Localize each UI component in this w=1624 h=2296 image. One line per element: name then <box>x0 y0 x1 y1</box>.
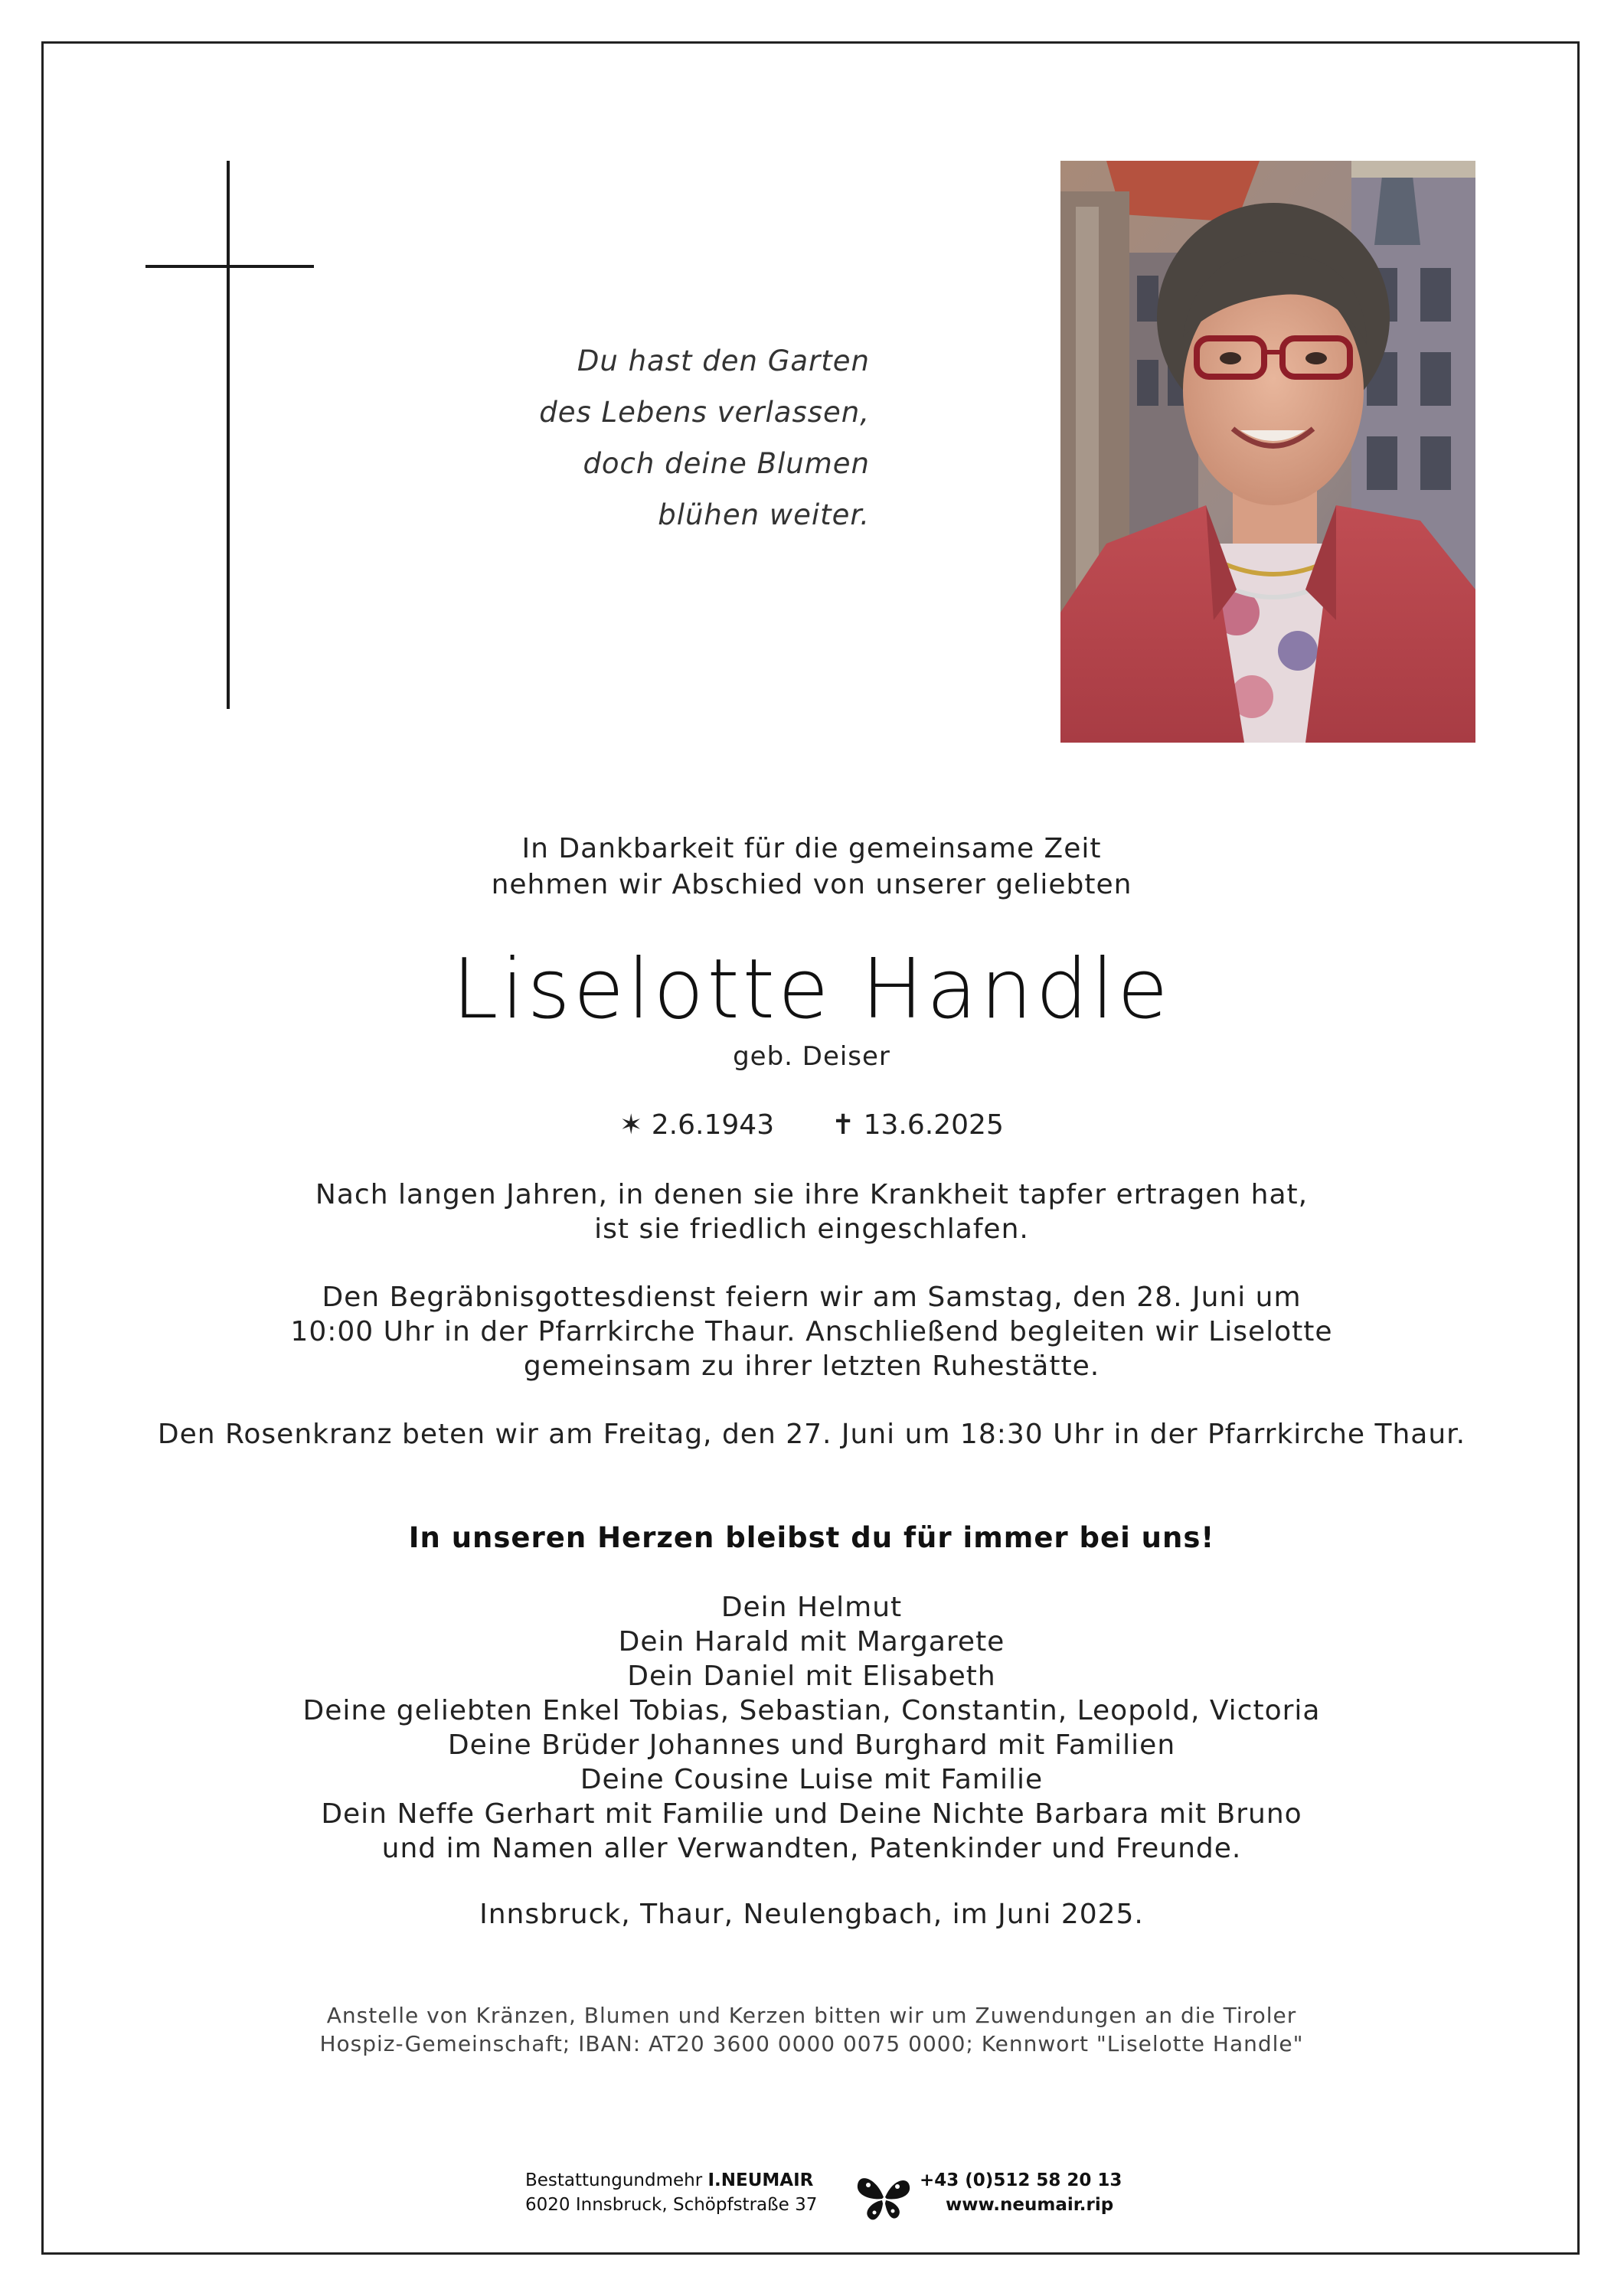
intro-text <box>46 831 1577 903</box>
maiden-name: geb. Deiser <box>733 1041 890 1072</box>
family-line: Dein Helmut <box>721 1592 903 1623</box>
place-date: Innsbruck, Thaur, Neulengbach, im Juni 2025. <box>479 1899 1144 1930</box>
poem <box>429 335 870 541</box>
family-line: Deine geliebten Enkel Tobias, Sebastian, Constantin, Leopold, Victoria <box>302 1695 1321 1726</box>
poem-line: blühen weiter. <box>658 498 870 531</box>
paragraph-line: ist sie friedlich eingeschlafen. <box>594 1213 1029 1245</box>
cross-icon-horizontal <box>145 265 314 268</box>
funeral-home-info <box>525 2168 847 2217</box>
donation-note <box>46 2001 1577 2058</box>
intro-line: nehmen wir Abschied von unserer geliebten <box>491 869 1132 900</box>
family-list <box>46 1590 1577 1866</box>
death-date: 13.6.2025 <box>863 1109 1004 1141</box>
family-line: Deine Cousine Luise mit Familie <box>580 1764 1044 1795</box>
donation-line: Anstelle von Kränzen, Blumen und Kerzen bitten wir um Zuwendungen an die Tiroler <box>326 2003 1297 2028</box>
rosary-paragraph: Den Rosenkranz beten wir am Freitag, den 27. Juni um 18:30 Uhr in der Pfarrkirche Thaur. <box>157 1419 1466 1450</box>
donation-line: Hospiz-Gemeinschaft; IBAN: AT20 3600 0000 0075 0000; Kennwort "Liselotte Handle" <box>319 2031 1304 2056</box>
death-cross-icon: ✝ <box>832 1109 855 1141</box>
family-line: Dein Daniel mit Elisabeth <box>627 1661 996 1692</box>
brand-name-bold: I.NEUMAIR <box>707 2170 814 2190</box>
family-line: Dein Neffe Gerhart mit Familie und Deine Nichte Barbara mit Bruno <box>321 1798 1302 1830</box>
paragraph-line: Den Begräbnisgottesdienst feiern wir am Samstag, den 28. Juni um <box>322 1282 1302 1313</box>
life-dates <box>46 1107 1577 1144</box>
website-link[interactable]: www.neumair.rip <box>946 2195 1114 2215</box>
brand-name: Bestattungundmehr <box>525 2170 703 2190</box>
funeral-home-contact <box>920 2168 1122 2217</box>
portrait-photo <box>1060 161 1475 743</box>
paragraph-line: Nach langen Jahren, in denen sie ihre Krankheit tapfer ertragen hat, <box>315 1179 1309 1210</box>
intro-line: In Dankbarkeit für die gemeinsame Zeit <box>521 833 1102 864</box>
birth-date: 2.6.1943 <box>651 1109 775 1141</box>
motto: In unseren Herzen bleibst du für immer bei uns! <box>408 1521 1215 1554</box>
family-line: und im Namen aller Verwandten, Patenkinder und Freunde. <box>381 1833 1242 1864</box>
funeral-home-address: 6020 Innsbruck, Schöpfstraße 37 <box>525 2195 818 2215</box>
poem-line: doch deine Blumen <box>583 447 870 480</box>
paragraph-line: 10:00 Uhr in der Pfarrkirche Thaur. Anschließend begleiten wir Liselotte <box>290 1316 1333 1347</box>
poem-line: Du hast den Garten <box>577 345 870 377</box>
birth-star-icon: ✶ <box>619 1109 643 1141</box>
family-line: Dein Harald mit Margarete <box>618 1626 1005 1657</box>
cross-icon-vertical <box>227 161 230 709</box>
deceased-name: Liselotte Handle <box>452 942 1171 1037</box>
butterfly-logo-icon <box>853 2170 914 2223</box>
poem-line: des Lebens verlassen, <box>539 396 870 429</box>
funeral-paragraph <box>46 1280 1577 1383</box>
illness-paragraph <box>46 1177 1577 1246</box>
phone-number[interactable]: +43 (0)512 58 20 13 <box>920 2170 1122 2190</box>
family-line: Deine Brüder Johannes und Burghard mit Familien <box>447 1729 1176 1761</box>
paragraph-line: gemeinsam zu ihrer letzten Ruhestätte. <box>523 1350 1100 1382</box>
